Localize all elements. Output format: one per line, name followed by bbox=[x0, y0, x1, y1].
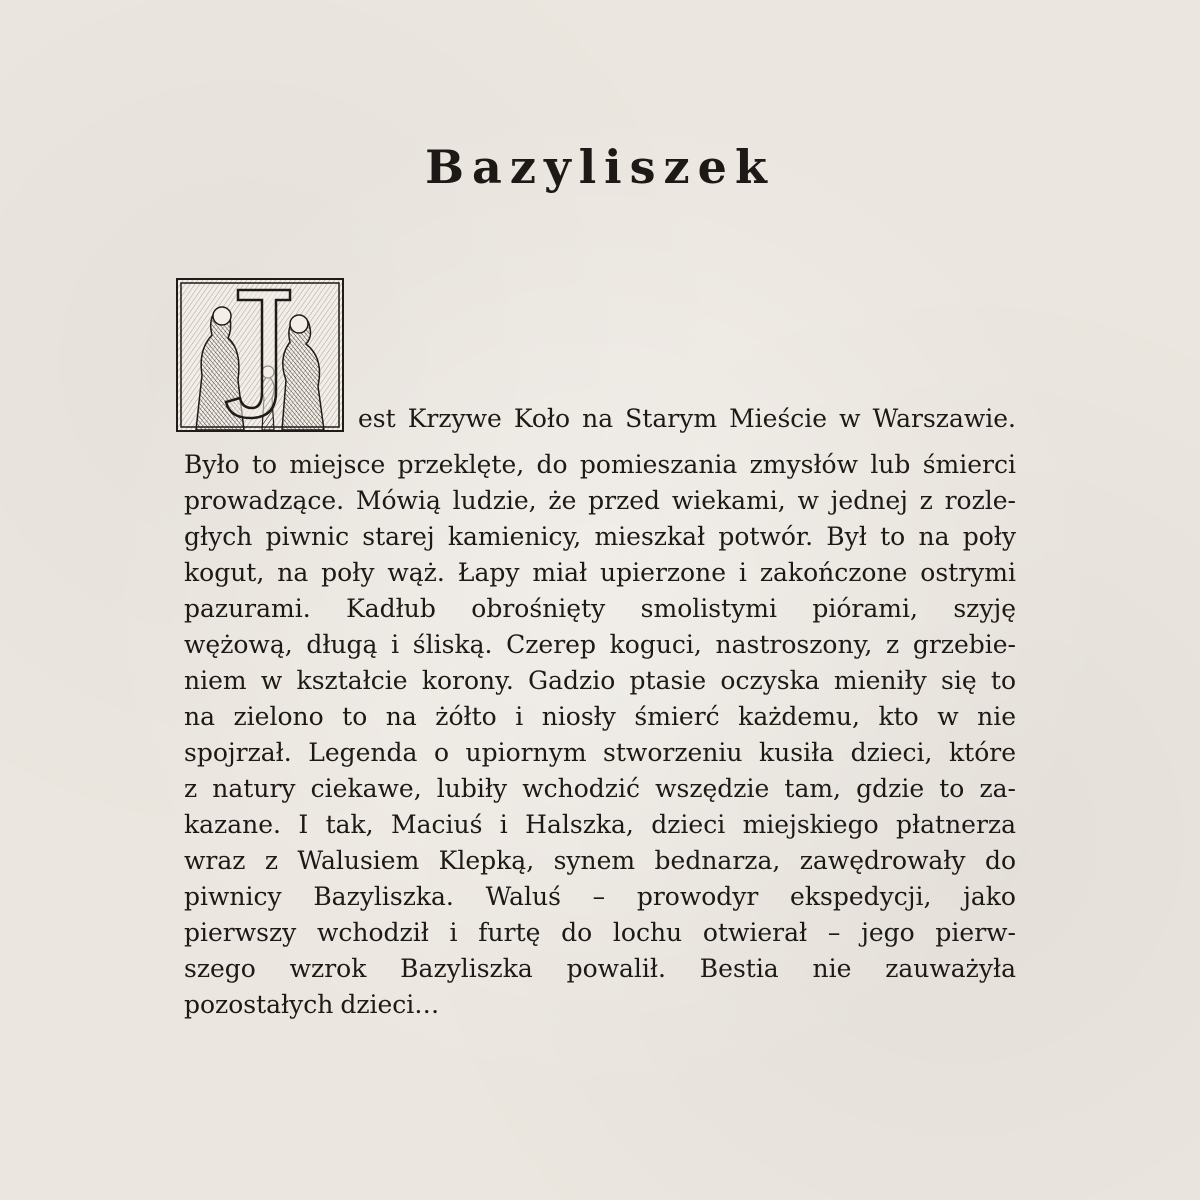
story-line: Było to miejsce przeklęte, do pomieszania zmysłów lub śmierci bbox=[184, 450, 1016, 479]
story-line: z natury ciekawe, lubiły wchodzić wszędzie tam, gdzie to za- bbox=[184, 774, 1016, 803]
story-line: spojrzał. Legenda o upiornym stworzeniu kusiła dzieci, które bbox=[184, 738, 1016, 767]
story-line: niem w kształcie korony. Gadzio ptasie oczyska mieniły się to bbox=[184, 666, 1016, 695]
story-line: pazurami. Kadłub obrośnięty smolistymi piórami, szyję bbox=[184, 594, 1016, 623]
story-line: wężową, długą i śliską. Czerep koguci, nastroszony, z grzebie- bbox=[184, 630, 1016, 659]
story-line: szego wzrok Bazyliszka powalił. Bestia nie zauważyła bbox=[184, 954, 1016, 983]
page-title: Bazyliszek bbox=[425, 140, 775, 194]
story-line: na zielono to na żółto i niosły śmierć każdemu, kto w nie bbox=[184, 702, 1016, 731]
story-line: pozostałych dzieci… bbox=[184, 990, 440, 1019]
story-line: est Krzywe Koło na Starym Mieście w Warszawie. bbox=[358, 404, 1016, 433]
story-line: kogut, na poły wąż. Łapy miał upierzone i zakończone ostrymi bbox=[184, 558, 1016, 587]
story-line: piwnicy Bazyliszka. Waluś – prowodyr ekspedycji, jako bbox=[184, 882, 1016, 911]
story-line: głych piwnic starej kamienicy, mieszkał potwór. Był to na poły bbox=[184, 522, 1016, 551]
story-line: prowadzące. Mówią ludzie, że przed wiekami, w jednej z rozle- bbox=[184, 486, 1016, 515]
story-line: pierwszy wchodził i furtę do lochu otwierał – jego pierw- bbox=[184, 918, 1016, 947]
story-line: wraz z Walusiem Klepką, synem bednarza, zawędrowały do bbox=[184, 846, 1016, 875]
story-line: kazane. I tak, Maciuś i Halszka, dzieci miejskiego płatnerza bbox=[184, 810, 1016, 839]
